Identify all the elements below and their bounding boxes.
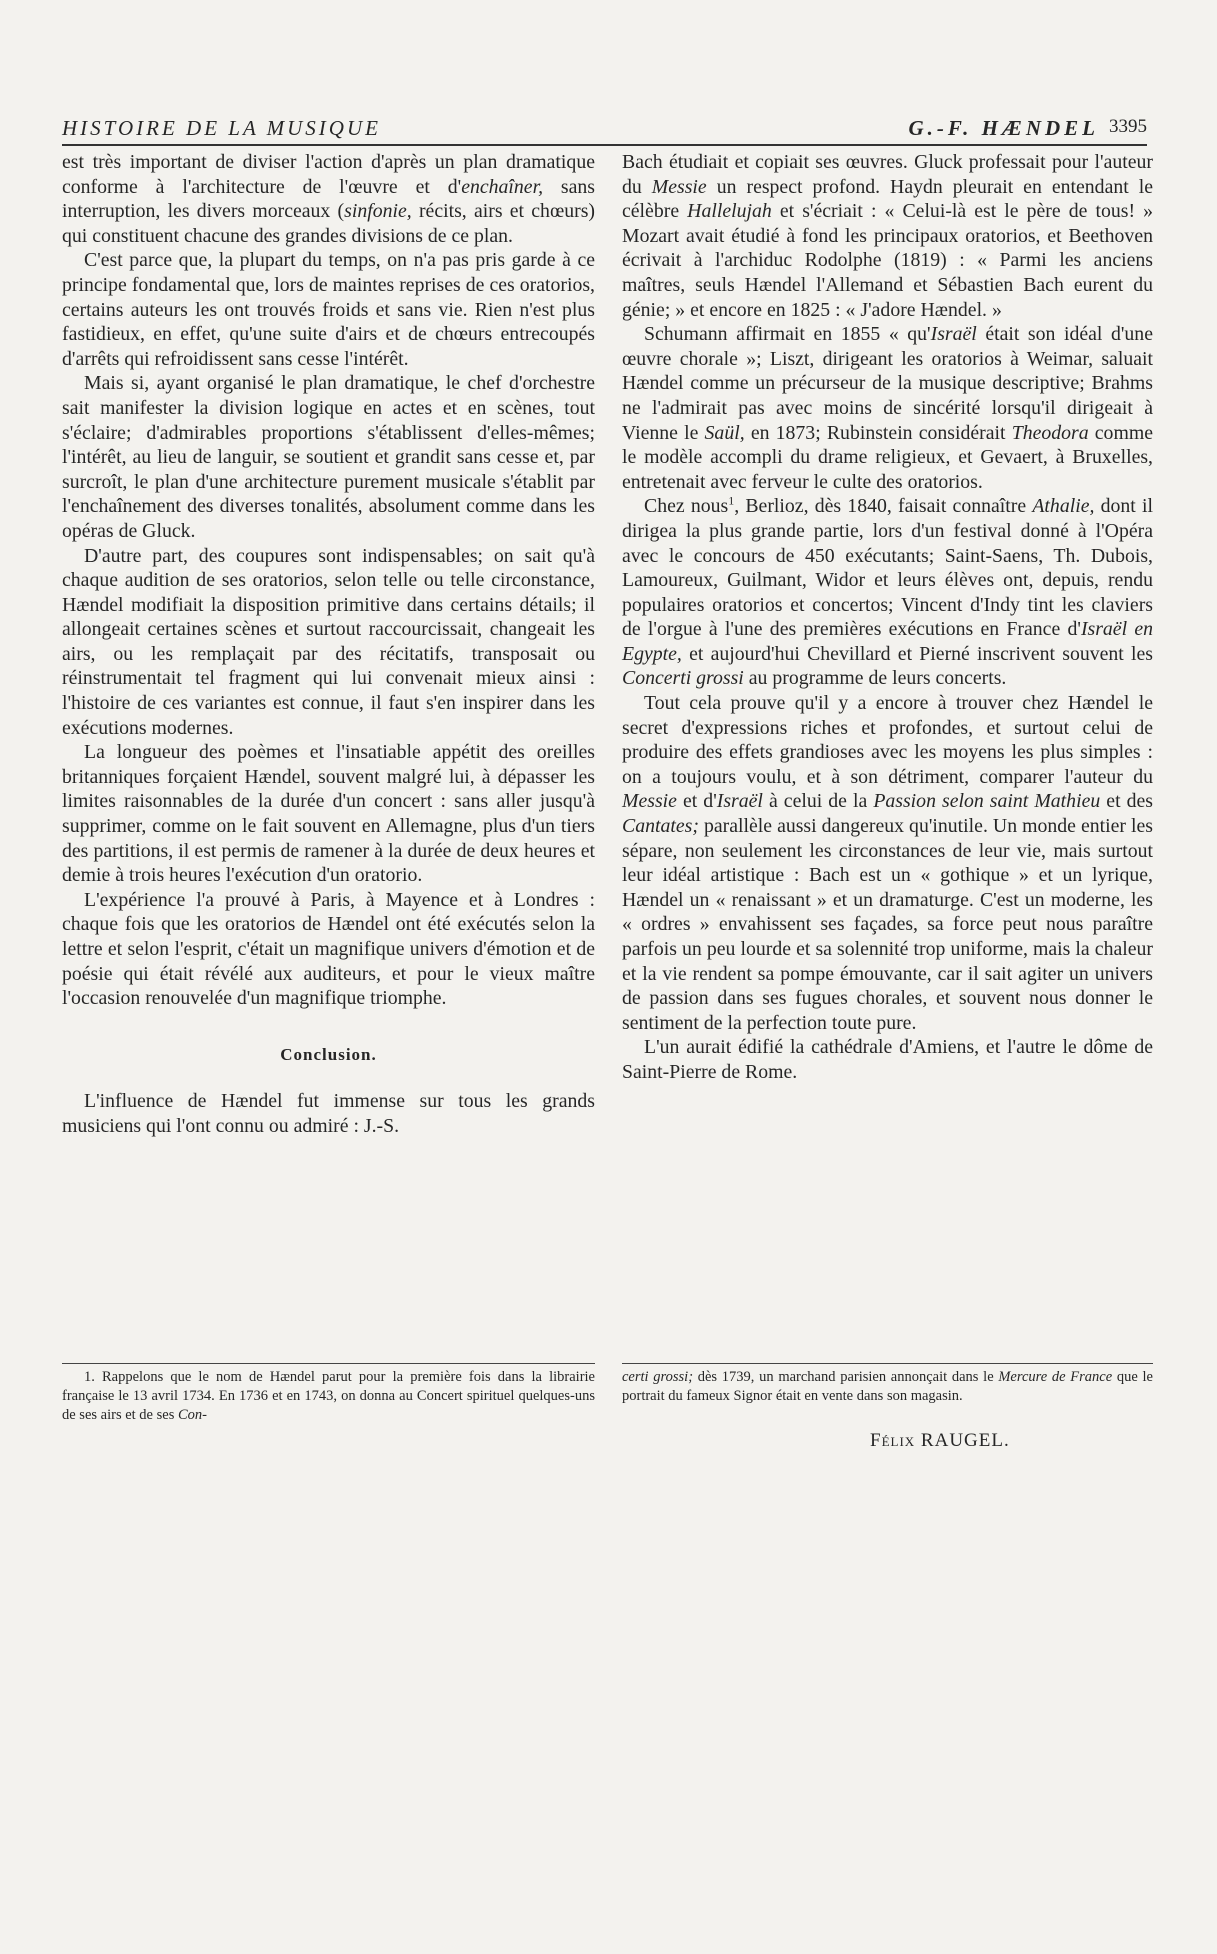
italic-term: enchaîner,	[461, 175, 544, 198]
text-run: Bach étudiait et copiait ses œuvres. Gluck professait pour l'auteur du	[622, 151, 1153, 198]
header-subject: G.-F. HÆNDEL	[908, 116, 1099, 140]
paragraph: La longueur des poèmes et l'insatiable appétit des oreilles britanniques forçaient Hændel, souvent malgré lui, à dépasser les limites raisonnables de la durée d'un concert : sans aller jusqu'à supprimer, comme on le fait souvent en Allemagne, plus d'un tiers des partitions, il est permis de ramener à la durée de deux heures et demie à trois heures l'exécution d'un oratorio.	[62, 741, 595, 887]
italic-title: Messie	[622, 790, 677, 813]
text-run: et aujourd'hui Chevillard et Pierné inscrivent souvent les	[681, 642, 1153, 665]
text-run: dont il dirigea la plus grande partie, lors d'un festival donné à l'Opéra avec le concours de 450 exécutants; Saint-Saens, Th. Dubois, Lamoureux, Guilmant, Widor et leurs élèves ont, depuis, rendu populaires oratorios et concertos; Vincent d'Indy tint les claviers de l'orgue à l'une des premières exécutions en France d'	[622, 495, 1153, 641]
text-run: Schumann affirmait en 1855 « qu'	[644, 323, 931, 346]
text-run: Tout cela prouve qu'il y a encore à trouver chez Hændel le secret d'expressions riches et profondes, et surtout celui de produire des effets grandioses avec les moyens les plus simples : on a toujours voulu, et à son détriment, comparer l'auteur du	[622, 692, 1153, 788]
text-run: à celui de la	[762, 790, 874, 813]
italic-title: Saül,	[704, 421, 745, 444]
italic-title: Theodora	[1011, 421, 1089, 444]
footnote-right	[622, 1368, 1153, 1406]
italic-term: certi grossi;	[622, 1369, 694, 1385]
paragraph: L'expérience l'a prouvé à Paris, à Mayence et à Londres : chaque fois que les oratorios de Hændel ont été exécutés selon la lettre et selon l'esprit, c'était un magnifique univers d'émotion et de poésie qui était révélé aux auditeurs, et pour le vieux maître l'occasion renouvelée d'un magnifique triomphe.	[62, 888, 595, 1010]
text-run: dès 1739, un marchand parisien annonçait dans le	[693, 1369, 999, 1385]
italic-title: Athalie,	[1032, 495, 1095, 518]
text-run: sans interruption, les divers morceaux (	[62, 175, 595, 223]
italic-title: Mercure de France	[998, 1369, 1113, 1385]
paragraph: C'est parce que, la plupart du temps, on n'a pas pris garde à ce principe fondamental que, lors de maintes reprises de ces oratorios, certains auteurs les ont trouvés froids et sans vie. Rien n'est plus fastidieux, en effet, qu'une suite d'airs et de chœurs entrecoupés d'arrêts qui refroidissent sans cesse l'intérêt.	[62, 249, 595, 370]
italic-title: Concerti grossi	[622, 667, 744, 690]
header-title: HISTOIRE DE LA MUSIQUE	[62, 116, 381, 140]
text-run: et d'	[676, 790, 717, 813]
text-run: , Berlioz, dès 1840, faisait connaître	[734, 495, 1033, 518]
italic-title: Passion selon saint Mathieu	[873, 790, 1101, 813]
paragraph: L'influence de Hændel fut immense sur tous les grands musiciens qui l'ont connu ou admiré : J.-S.	[62, 1090, 595, 1137]
footnote-divider	[62, 1363, 595, 1364]
text-run: était son idéal d'une œuvre chorale »; Liszt, dirigeant les oratorios à Weimar, saluait Hændel comme un précurseur de la musique descriptive; Brahms ne l'admirait pas avec moins de sincérité lorsqu'il dirigeait à Vienne le	[622, 323, 1153, 444]
text-run: en 1873; Rubinstein considérait	[744, 421, 1012, 444]
text-run: 1. Rappelons que le nom de Hændel parut pour la première fois dans la librairie française le 13 avril 1734. En 1736 et en 1743, on donna au Concert spirituel quelques-uns de ses airs et de ses	[62, 1369, 595, 1423]
italic-title: Cantates;	[622, 815, 699, 838]
paragraph: Mais si, ayant organisé le plan dramatique, le chef d'orchestre sait manifester la division logique en actes et en scènes, tout s'éclaire; d'admirables proportions s'établissent d'elles-mêmes; l'intérêt, au lieu de languir, se soutient et grandit sans cesse et, par surcroît, le plan d'une architecture purement musicale s'établit par l'enchaînement des diverses tonalités, absolument comme dans les opéras de Gluck.	[62, 372, 595, 542]
footnote-text	[62, 1368, 595, 1425]
text-run: comme le modèle accompli du drame religieux, et Gevaert, à Bruxelles, entretenait avec ferveur le culte des oratorios.	[622, 421, 1154, 493]
italic-title: Messie	[651, 175, 707, 198]
paragraph	[622, 691, 1153, 1035]
italic-term: sinfonie,	[344, 200, 412, 223]
text-run: et s'écriait : « Celui-là est le père de tous! » Mozart avait étudié à fond les principaux oratorios, et Beethoven écrivait à l'archiduc Rodolphe (1819) : « Parmi les anciens maîtres, seuls Hændel l'Allemand et Sébastien Bach eurent du génie; » et encore en 1825 : « J'adore Hændel. »	[622, 200, 1153, 321]
author-last-name: RAUGEL.	[920, 1430, 1010, 1451]
page-number: 3395	[1109, 116, 1147, 137]
text-run: que le portrait du fameux Signor était en vente dans son magasin.	[622, 1369, 1153, 1404]
footnote-divider	[622, 1363, 1153, 1364]
footnote-marker: 1	[728, 493, 735, 508]
text-run: est très important de diviser l'action d'après un plan dramatique conforme à l'architecture de l'œuvre et d'	[62, 151, 595, 198]
author-first-name: Félix	[870, 1430, 916, 1451]
text-run: un respect profond. Haydn pleurait en entendant le célèbre	[622, 175, 1154, 223]
text-run: et des	[1100, 790, 1153, 813]
paragraph	[622, 322, 1153, 494]
text-run: parallèle aussi dangereux qu'inutile. Un monde entier les sépare, non seulement les circonstances de leur vie, mais surtout leur idéal artistique : Bach est un « gothique » et un lyrique, Hændel un « renaissant » et un dramaturge. C'est un moderne, les « ordres » envahissent ses façades, sa force peut nous paraître parfois un peu lourde et sa solennité trop uniforme, mais la chaleur et la vie rendent sa pompe émouvante, car il sait agiter un univers de passion dans ses fugues chorales, et souvent nous donner le sentiment de la perfection toute pure.	[622, 815, 1153, 1034]
italic-term: Con-	[177, 1407, 207, 1423]
running-header	[62, 112, 1147, 146]
italic-title: Israël	[930, 323, 977, 346]
italic-title: Israël	[716, 790, 763, 813]
paragraph	[622, 150, 1153, 322]
section-heading: Conclusion.	[280, 1044, 377, 1064]
italic-title: Israël en Egypte,	[622, 618, 1154, 665]
italic-title: Hallelujah	[687, 200, 772, 223]
text-run: au programme de leurs concerts.	[743, 667, 1007, 690]
footnote-left	[62, 1368, 595, 1425]
footnote-text	[622, 1368, 1153, 1406]
text-run: récits, airs et chœurs) qui constituent chacune des grandes divisions de ce plan.	[62, 200, 595, 247]
paragraph: L'un aurait édifié la cathédrale d'Amiens, et l'autre le dôme de Saint-Pierre de Rome.	[622, 1036, 1153, 1083]
left-column	[62, 150, 595, 1139]
paragraph: D'autre part, des coupures sont indispensables; on sait qu'à chaque audition de ses oratorios, selon telle ou telle circonstance, Hændel modifiait la disposition primitive dans certains détails; il allongeait certaines scènes et surtout raccourcissait, changeait les airs, ou les remplaçait par des récitatifs, transposait ou réinstrumentait tel fragment qui lui convenait mieux ainsi : l'histoire de ces variantes est connue, il faut s'en inspirer dans les exécutions modernes.	[62, 544, 595, 739]
author-signature	[870, 1430, 1010, 1452]
text-run: Chez nous	[644, 495, 729, 518]
paragraph	[622, 494, 1153, 691]
paragraph	[62, 150, 595, 248]
right-column	[622, 150, 1153, 1085]
